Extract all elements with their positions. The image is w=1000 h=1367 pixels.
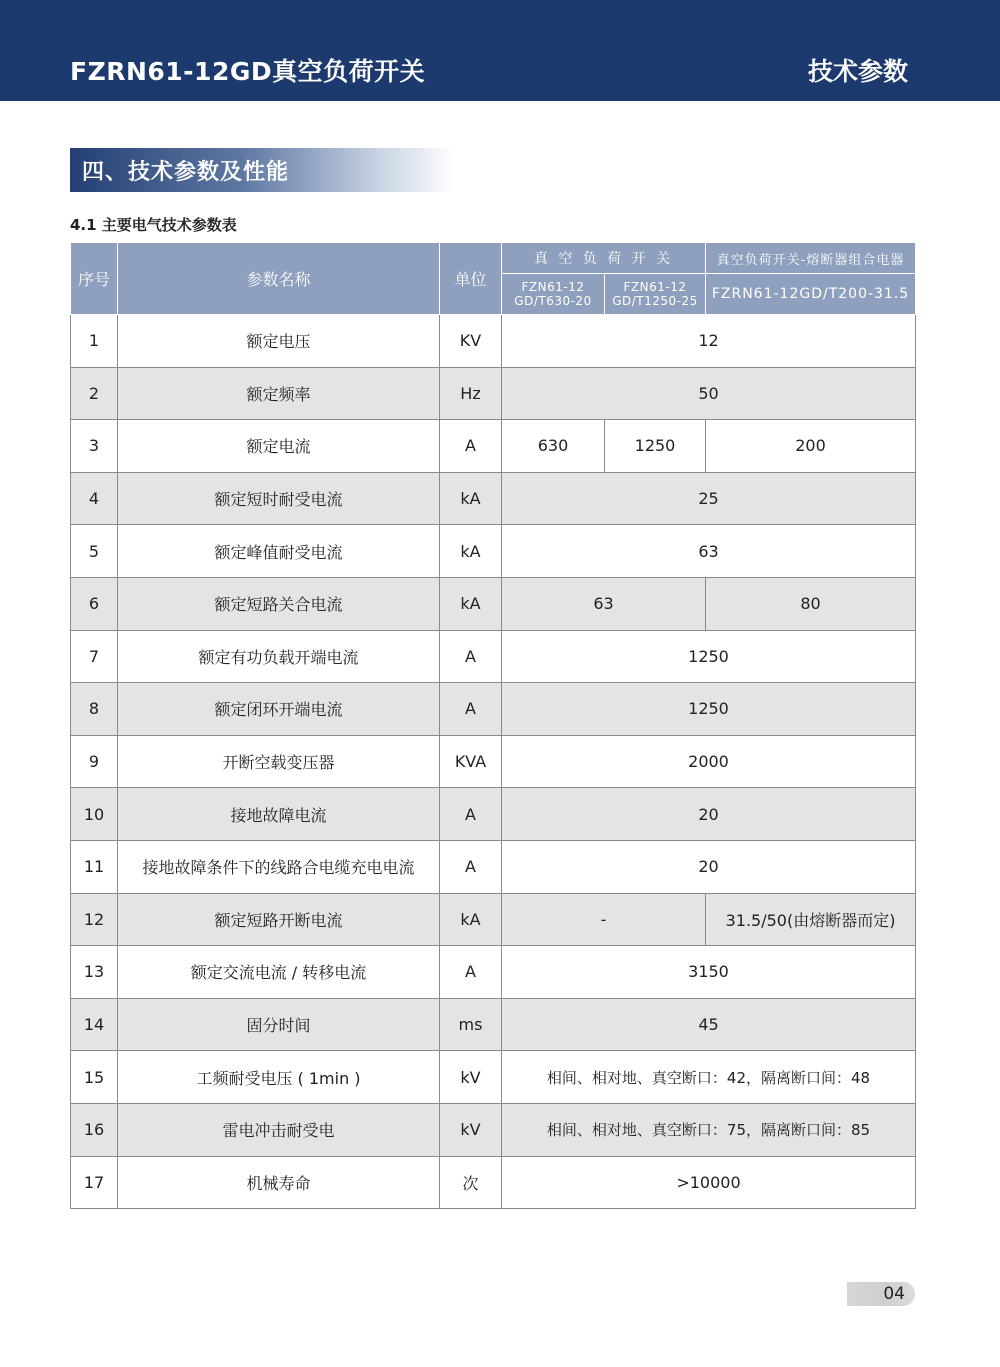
row-value: >10000 xyxy=(502,1156,916,1209)
row-value: 相间、相对地、真空断口：75，隔离断口间：85 xyxy=(502,1103,916,1156)
row-param-name: 开断空载变压器 xyxy=(118,735,440,788)
row-index: 4 xyxy=(71,472,118,525)
table-row xyxy=(71,525,916,578)
row-value: 3150 xyxy=(502,946,916,999)
row-unit: Hz xyxy=(440,367,502,420)
header-model-b-line2: GD/T1250-25 xyxy=(612,294,698,308)
header-bar xyxy=(0,0,1000,101)
row-index: 8 xyxy=(71,683,118,736)
row-unit: A xyxy=(440,683,502,736)
row-value-combo: 80 xyxy=(706,577,916,630)
table-row xyxy=(71,367,916,420)
row-value: 45 xyxy=(502,998,916,1051)
table-row xyxy=(71,683,916,736)
row-unit: kA xyxy=(440,577,502,630)
row-index: 16 xyxy=(71,1103,118,1156)
table-row xyxy=(71,630,916,683)
header-group-combo: 真空负荷开关-熔断器组合电器 xyxy=(706,243,916,274)
row-param-name: 额定频率 xyxy=(118,367,440,420)
row-value-model-c: 200 xyxy=(706,420,916,473)
table-row xyxy=(71,1156,916,1209)
row-value: 25 xyxy=(502,472,916,525)
table-row xyxy=(71,788,916,841)
row-unit: kV xyxy=(440,1103,502,1156)
row-value-model-a: 630 xyxy=(502,420,605,473)
row-param-name: 接地故障电流 xyxy=(118,788,440,841)
table-row xyxy=(71,735,916,788)
row-unit: 次 xyxy=(440,1156,502,1209)
row-param-name: 额定短路开断电流 xyxy=(118,893,440,946)
row-index: 5 xyxy=(71,525,118,578)
row-value: 50 xyxy=(502,367,916,420)
header-model-c: FZRN61-12GD/T200-31.5 xyxy=(706,274,916,315)
row-value-model-b: 1250 xyxy=(605,420,706,473)
row-unit: kA xyxy=(440,893,502,946)
row-value: 2000 xyxy=(502,735,916,788)
row-param-name: 额定短路关合电流 xyxy=(118,577,440,630)
row-param-name: 固分时间 xyxy=(118,998,440,1051)
row-index: 9 xyxy=(71,735,118,788)
table-row xyxy=(71,315,916,368)
row-index: 13 xyxy=(71,946,118,999)
row-param-name: 额定峰值耐受电流 xyxy=(118,525,440,578)
header-param-name: 参数名称 xyxy=(118,243,440,315)
table-caption: 4.1 主要电气技术参数表 xyxy=(70,216,237,234)
header-model-a xyxy=(502,274,605,315)
row-unit: A xyxy=(440,946,502,999)
row-value: 12 xyxy=(502,315,916,368)
row-param-name: 额定短时耐受电流 xyxy=(118,472,440,525)
row-param-name: 额定电流 xyxy=(118,420,440,473)
row-unit: kA xyxy=(440,525,502,578)
header-model-b-line1: FZN61-12 xyxy=(623,280,687,294)
row-unit: kA xyxy=(440,472,502,525)
row-index: 7 xyxy=(71,630,118,683)
row-value: 20 xyxy=(502,840,916,893)
table-row xyxy=(71,893,916,946)
header-model-a-line2: GD/T630-20 xyxy=(514,294,592,308)
row-unit: A xyxy=(440,788,502,841)
row-index: 17 xyxy=(71,1156,118,1209)
table-row xyxy=(71,946,916,999)
row-index: 12 xyxy=(71,893,118,946)
row-value: 相间、相对地、真空断口：42，隔离断口间：48 xyxy=(502,1051,916,1104)
spec-table xyxy=(70,242,916,1209)
row-unit: ms xyxy=(440,998,502,1051)
row-index: 15 xyxy=(71,1051,118,1104)
header-unit: 单位 xyxy=(440,243,502,315)
row-index: 3 xyxy=(71,420,118,473)
row-index: 11 xyxy=(71,840,118,893)
row-value: 63 xyxy=(502,525,916,578)
header-model-b xyxy=(605,274,706,315)
row-param-name: 额定交流电流 / 转移电流 xyxy=(118,946,440,999)
row-unit: KVA xyxy=(440,735,502,788)
row-unit: A xyxy=(440,840,502,893)
row-index: 1 xyxy=(71,315,118,368)
row-value-switch: 63 xyxy=(502,577,706,630)
row-value: 1250 xyxy=(502,630,916,683)
row-param-name: 工频耐受电压 ( 1min ) xyxy=(118,1051,440,1104)
row-unit: kV xyxy=(440,1051,502,1104)
section-label: 技术参数 xyxy=(807,57,908,86)
page-number-badge xyxy=(847,1282,915,1306)
row-index: 10 xyxy=(71,788,118,841)
row-param-name: 接地故障条件下的线路合电缆充电电流 xyxy=(118,840,440,893)
table-row xyxy=(71,1051,916,1104)
table-row xyxy=(71,998,916,1051)
row-param-name: 额定电压 xyxy=(118,315,440,368)
document-title: FZRN61-12GD真空负荷开关 xyxy=(70,57,426,86)
row-param-name: 机械寿命 xyxy=(118,1156,440,1209)
row-param-name: 额定有功负载开端电流 xyxy=(118,630,440,683)
section-banner xyxy=(70,148,455,192)
table-row xyxy=(71,577,916,630)
row-index: 6 xyxy=(71,577,118,630)
row-value-switch: - xyxy=(502,893,706,946)
table-row xyxy=(71,420,916,473)
row-value: 1250 xyxy=(502,683,916,736)
section-title: 四、技术参数及性能 xyxy=(82,160,290,185)
row-unit: A xyxy=(440,630,502,683)
header-model-a-line1: FZN61-12 xyxy=(521,280,585,294)
row-index: 14 xyxy=(71,998,118,1051)
row-param-name: 雷电冲击耐受电 xyxy=(118,1103,440,1156)
table-row xyxy=(71,1103,916,1156)
table-row xyxy=(71,840,916,893)
row-value: 20 xyxy=(502,788,916,841)
table-row xyxy=(71,472,916,525)
row-value-combo: 31.5/50(由熔断器而定) xyxy=(706,893,916,946)
header-index: 序号 xyxy=(71,243,118,315)
row-unit: KV xyxy=(440,315,502,368)
row-unit: A xyxy=(440,420,502,473)
row-param-name: 额定闭环开端电流 xyxy=(118,683,440,736)
row-index: 2 xyxy=(71,367,118,420)
page-number: 04 xyxy=(883,1284,905,1304)
header-group-switch: 真 空 负 荷 开 关 xyxy=(502,243,706,274)
